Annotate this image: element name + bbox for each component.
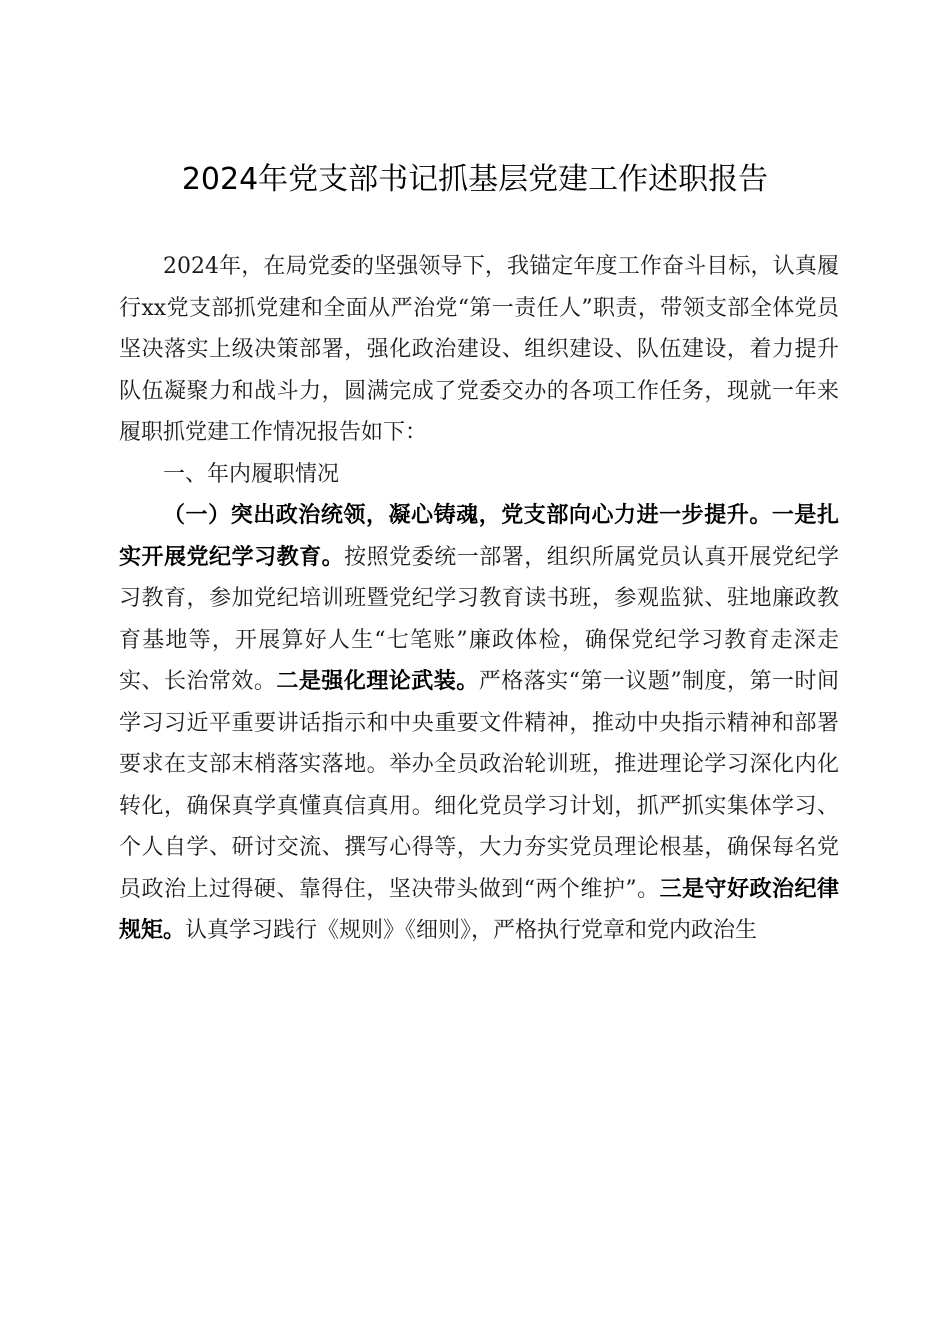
point-text: 按照党委统一部署，组织所属党员认真开展党纪学习教育，参加党纪培训班暨党纪学习教育读书班，参观监狱、驻地廉政教育基地等，开展算好人生“七笔账”廉政体检，确保党纪学习教育走深走实、长治常效。 <box>119 544 839 694</box>
point-title: 三是守好政治纪律规矩。 <box>119 876 839 943</box>
document-title: 2024年党支部书记抓基层党建工作述职报告 <box>181 162 769 197</box>
intro-paragraph: 2024年，在局党委的坚强领导下，我锚定年度工作奋斗目标，认真履行xx党支部抓党建和全面从严治党“第一责任人”职责，带领支部全体党员坚决落实上级决策部署，强化政治建设、组织建设、队伍建设，着力提升队伍凝聚力和战斗力，圆满完成了党委交办的各项工作任务，现就一年来履职抓党建工作情况报告如下： <box>119 254 839 445</box>
point-title: 一是扎实开展党纪学习教育。 <box>119 503 839 570</box>
subsection-paragraph <box>119 495 839 952</box>
section-heading: 一、年内履职情况 <box>163 461 340 487</box>
point-text: 严格落实“第一议题”制度，第一时间学习习近平重要讲话指示和中央重要文件精神，推动中央指示精神和部署要求在支部末梢落实落地。举办全员政治轮训班，推进理论学习深化内化转化，确保真学真懂真信真用。细化党员学习计划，抓严抓实集体学习、个人自学、研讨交流、撰写心得等，大力夯实党员理论根基，确保每名党员政治上过得硬、靠得住，坚决带头做到“两个维护”。 <box>119 669 839 902</box>
subsection-heading: （一）突出政治统领，凝心铸魂，党支部向心力进一步提升。 <box>163 503 772 528</box>
document-body <box>119 246 839 952</box>
point-title: 二是强化理论武装。 <box>276 669 479 694</box>
point-text: 认真学习践行《规则》《细则》，严格执行党章和党内政治生 <box>185 918 758 943</box>
